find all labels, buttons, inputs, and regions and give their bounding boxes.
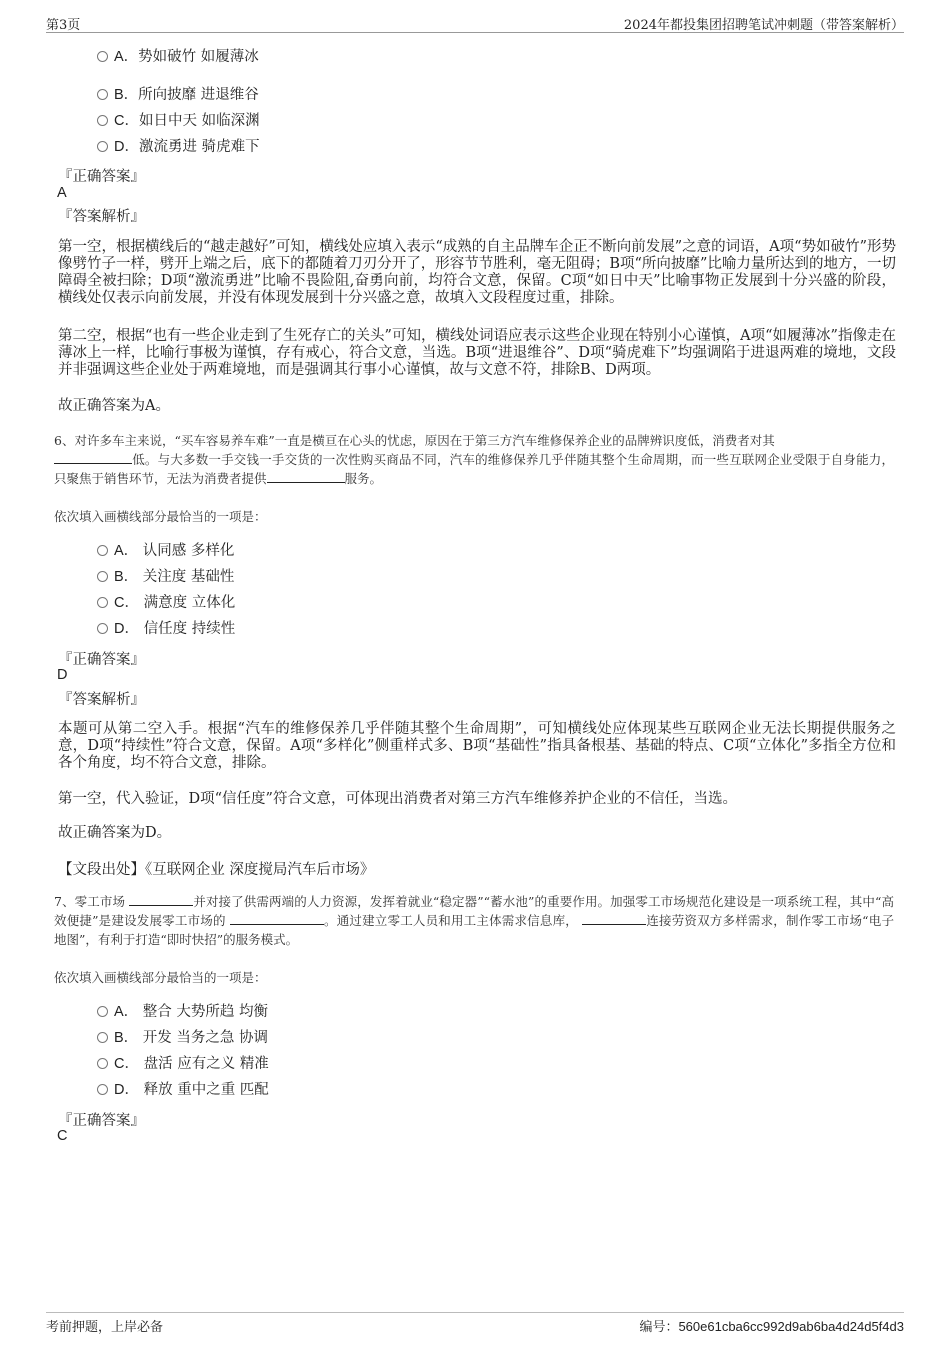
q6-answer-label: 『正确答案』	[58, 652, 145, 668]
q7-stem: 7、零工市场 并对接了供需两端的人力资源，发挥着就业“稳定器”“蓄水池”的重要作用。加强零工市场规范化建设是一项系统工程，其中“高效便捷”是建设发展零工市场的 。通过建立零工人员和用工主体需求信息库， 连接劳资双方多样需求，制作零工市场“电子地图”，有利于打造“即时快招”的服务模式。	[54, 894, 894, 947]
q7-option-a[interactable]: A． 整合 大势所趋 均衡	[97, 1002, 268, 1022]
q5-analysis-p3: 故正确答案为A。	[58, 398, 170, 414]
q7-option-d[interactable]: D． 释放 重中之重 匹配	[97, 1080, 269, 1100]
q7-option-c[interactable]: C． 盘活 应有之义 精准	[97, 1054, 269, 1074]
q6-analysis-p3: 故正确答案为D。	[58, 825, 172, 841]
radio-icon[interactable]	[97, 545, 108, 556]
q6-option-c[interactable]: C． 满意度 立体化	[97, 593, 235, 613]
q6-source: 【文段出处】《互联网企业 深度搅局汽车后市场》	[58, 862, 375, 878]
blank-line	[54, 452, 132, 464]
q6-stem: 6、对许多车主来说，“买车容易养车难”一直是横亘在心头的忧虑，原因在于第三方汽车维修保养企业的品牌辨识度低，消费者对其 低。与大多数一手交钱一手交货的一次性购买商品不同，汽车的维修保养几乎伴随其整个生命周期，而一些互联网企业受限于自身能力，只聚焦于销售环节，无法为消费者提供 服务。	[54, 433, 894, 486]
radio-icon[interactable]	[97, 623, 108, 634]
q6-option-b[interactable]: B． 关注度 基础性	[97, 567, 234, 587]
q5-analysis-p1: 第一空，根据横线后的“越走越好”可知，横线处应填入表示“成熟的自主品牌车企正不断向前发展”之意的词语，A项“势如破竹”形势像劈竹子一样，劈开上端之后，底下的都随着刀刃分开了，形容节节胜利，毫无阻碍；B项“所向披靡”比喻力量所达到的地方，一切障碍全被扫除；D项“激流勇进”比喻不畏险阻,奋勇向前，均符合文意，保留。C项“如日中天”比喻事物正发展到十分兴盛的阶段，横线处仅表示向前发展，并没有体现发展到十分兴盛之意，故填入文段程度过重，排除。	[58, 239, 896, 306]
radio-icon[interactable]	[97, 1006, 108, 1017]
q5-option-d[interactable]: D．激流勇进 骑虎难下	[97, 137, 260, 157]
radio-icon[interactable]	[97, 1032, 108, 1043]
q6-analysis-label: 『答案解析』	[58, 692, 145, 708]
q5-analysis-label: 『答案解析』	[58, 209, 145, 225]
blank-line	[267, 471, 345, 483]
q5-option-b[interactable]: B．所向披靡 进退维谷	[97, 85, 259, 105]
radio-icon[interactable]	[97, 571, 108, 582]
q7-answer-label: 『正确答案』	[58, 1113, 145, 1129]
q6-answer: D	[57, 667, 68, 683]
q6-option-a[interactable]: A． 认同感 多样化	[97, 541, 234, 561]
footer-slogan: 考前押题，上岸必备	[46, 1320, 164, 1335]
blank-line	[230, 913, 324, 925]
document-id: 编号：560e61cba6cc992d9ab6ba4d24d5f4d3	[639, 1319, 904, 1334]
q7-instruction: 依次填入画横线部分最恰当的一项是：	[54, 970, 267, 985]
page-header	[46, 14, 904, 33]
blank-line	[129, 894, 193, 906]
radio-icon[interactable]	[97, 89, 108, 100]
radio-icon[interactable]	[97, 141, 108, 152]
q5-analysis-p2: 第二空，根据“也有一些企业走到了生死存亡的关头”可知，横线处词语应表示这些企业现在特别小心谨慎，A项“如履薄冰”指像走在薄冰上一样，比喻行事极为谨慎，存有戒心，符合文意，当选。B项“进退维谷”、D项“骑虎难下”均强调陷于进退两难的境地，文段并非强调这些企业处于两难境地，而是强调其行事小心谨慎，故与文意不符，排除B、D两项。	[58, 328, 896, 378]
q6-instruction: 依次填入画横线部分最恰当的一项是：	[54, 509, 267, 524]
radio-icon[interactable]	[97, 1058, 108, 1069]
q6-analysis-p1: 本题可从第二空入手。根据“汽车的维修保养几乎伴随其整个生命周期”，可知横线处应体现某些互联网企业无法长期提供服务之意，D项“持续性”符合文意，保留。A项“多样化”侧重样式多、B项“基础性”指具备根基、基础的特点、C项“立体化”多指全方位和各个角度，均不符合文意，排除。	[58, 721, 896, 771]
q7-answer: C	[57, 1128, 68, 1144]
radio-icon[interactable]	[97, 597, 108, 608]
radio-icon[interactable]	[97, 1084, 108, 1095]
q6-option-d[interactable]: D． 信任度 持续性	[97, 619, 235, 639]
q6-analysis-p2: 第一空，代入验证，D项“信任度”符合文意，可体现出消费者对第三方汽车维修养护企业的不信任，当选。	[58, 791, 737, 807]
q5-answer: A	[57, 185, 67, 201]
q5-option-c[interactable]: C．如日中天 如临深渊	[97, 111, 260, 131]
page-number: 第3页	[46, 18, 81, 33]
document-title: 2024年都投集团招聘笔试冲刺题（带答案解析）	[623, 18, 904, 33]
q5-answer-label: 『正确答案』	[58, 169, 145, 185]
radio-icon[interactable]	[97, 115, 108, 126]
page-footer	[46, 1312, 904, 1333]
radio-icon[interactable]	[97, 51, 108, 62]
blank-line	[582, 913, 646, 925]
q5-option-a[interactable]: A．势如破竹 如履薄冰	[97, 47, 259, 67]
q7-option-b[interactable]: B． 开发 当务之急 协调	[97, 1028, 268, 1048]
